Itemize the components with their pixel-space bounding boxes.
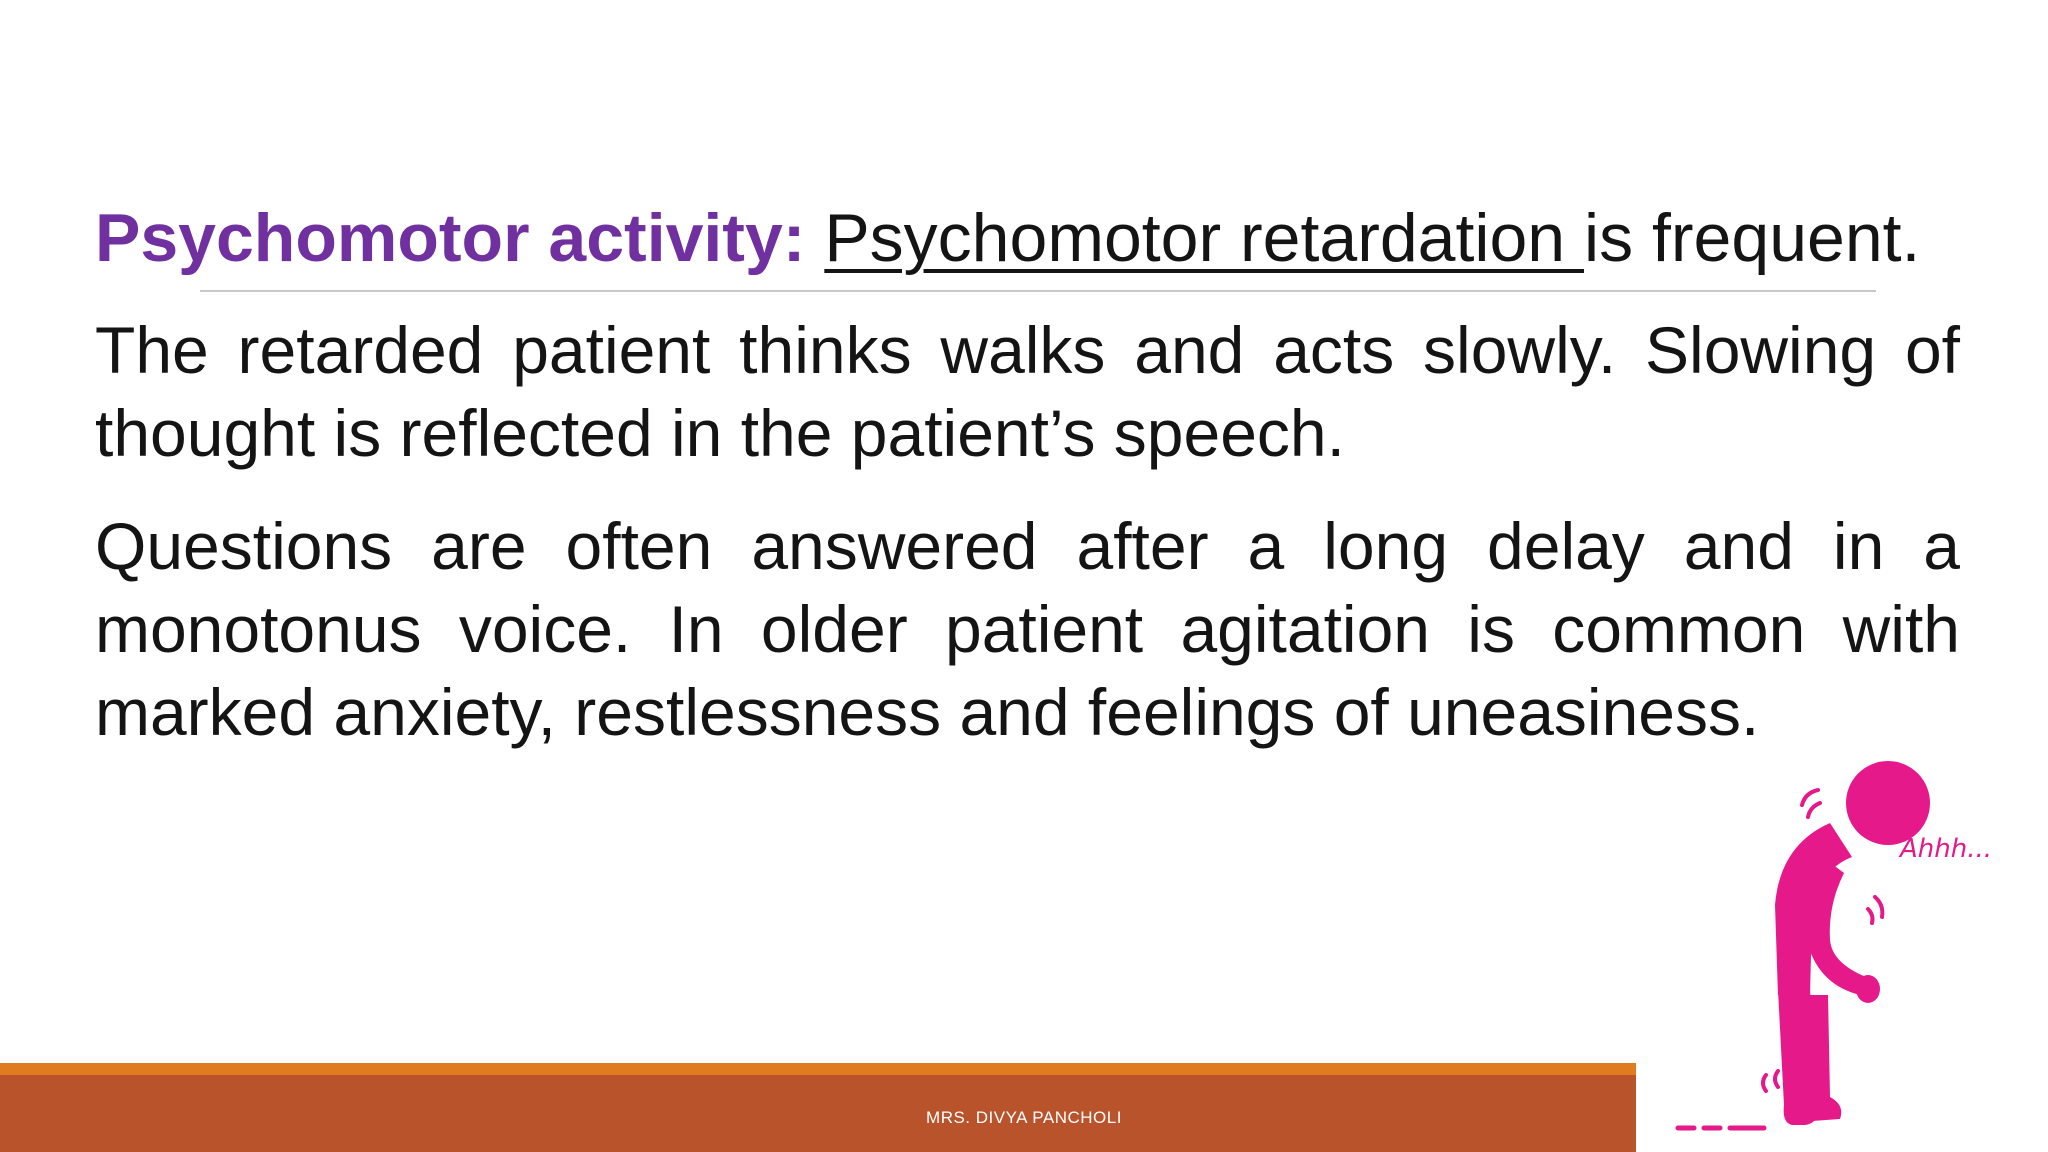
heading-term: Psychomotor retardation [824, 200, 1585, 276]
hunched-person-icon [1660, 745, 2020, 1145]
heading-divider [200, 290, 1876, 292]
footer-stripe [0, 1063, 1636, 1075]
footer-author: MRS. DIVYA PANCHOLI [926, 1108, 1122, 1127]
paragraph-speech: The retarded patient thinks walks and acts slowly. Slowing of thought is reflected in the patient’s speech. [95, 313, 1960, 470]
illustration-caption: Ahhh... [1900, 834, 1993, 864]
slide-heading [95, 196, 1920, 280]
heading-rest: is frequent. [1584, 200, 1921, 276]
page-number: 16 [1845, 1104, 1868, 1126]
paragraph-agitation: Questions are often answered after a long delay and in a monotonus voice. In older patient agitation is common with marked anxiety, restlessness and feelings of uneasiness. [95, 509, 1960, 749]
heading-label: Psychomotor activity: [95, 200, 806, 276]
